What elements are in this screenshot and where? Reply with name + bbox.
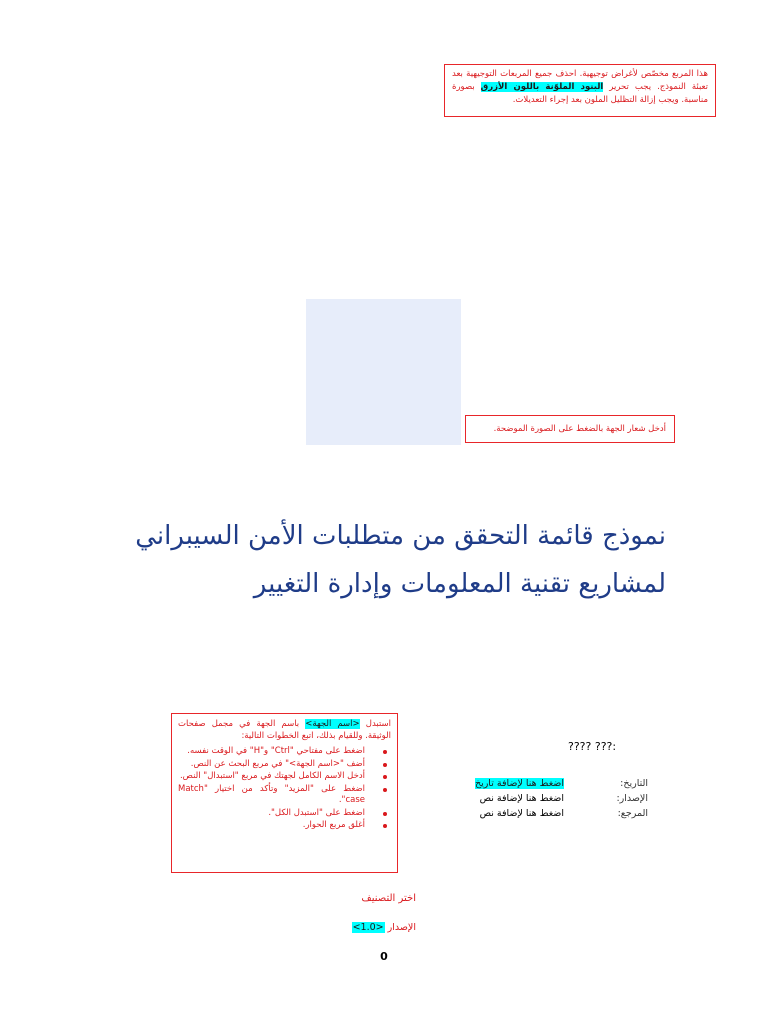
- guidance-highlight-text: البنود الملوّنة باللون الأزرق: [480, 82, 604, 92]
- metadata-row-reference: [418, 806, 654, 821]
- document-title: [40, 512, 666, 608]
- guidance-text-start: هذا المربع مخصّص لأغراض توجيهية. احذف جميع المربعات التوجيهية بعد تعبئة النموذج. يجب تحرير: [452, 69, 708, 92]
- logo-hint-text: أدخل شعار الجهة بالضغط على الصورة الموضحة.: [493, 424, 666, 434]
- version-value[interactable]: <1.0>: [352, 922, 384, 933]
- version-text-field[interactable]: اضغط هنا لإضافة نص: [479, 793, 564, 804]
- reference-text-field[interactable]: اضغط هنا لإضافة نص: [479, 808, 564, 819]
- date-label: التاريخ:: [620, 778, 648, 789]
- replace-steps-list: [178, 746, 391, 832]
- metadata-row-version: [418, 791, 654, 806]
- reference-label: المرجع:: [617, 808, 648, 819]
- replace-step: أضف "<اسم الجهة>" في مربع البحث عن النص.: [178, 759, 365, 771]
- document-title-line-2: لمشاريع تقنية المعلومات وإدارة التغيير: [253, 569, 666, 599]
- replace-step: أغلق مربع الحوار.: [178, 820, 365, 832]
- logo-hint-box: [465, 415, 675, 443]
- replace-instructions-box: [171, 713, 398, 873]
- version-label: الإصدار:: [616, 793, 648, 804]
- version-field-cell: [418, 791, 564, 806]
- logo-image-placeholder[interactable]: [306, 299, 461, 445]
- metadata-heading: ???? ???:: [568, 740, 617, 753]
- guidance-note-box: [444, 64, 716, 117]
- replace-step: أدخل الاسم الكامل لجهتك في مربع "استبدال" النص.: [179, 771, 365, 781]
- replace-intro-end: باسم الجهة في مجمل صفحات الوثيقة. وللقيام بذلك، اتبع الخطوات التالية:: [178, 719, 391, 741]
- version-line: [300, 922, 416, 933]
- replace-instructions-intro: [178, 719, 391, 742]
- date-field-cell: [418, 776, 564, 791]
- date-picker-field[interactable]: اضغط هنا لإضافة تاريخ: [474, 778, 564, 789]
- page-number: 0: [380, 950, 388, 963]
- replace-step: اضغط على "استبدل الكل".: [178, 808, 365, 820]
- classification-dropdown[interactable]: اختر التصنيف: [361, 893, 416, 904]
- reference-field-cell: [418, 806, 564, 821]
- metadata-row-date: [418, 776, 654, 791]
- document-title-line-1: نموذج قائمة التحقق من متطلبات الأمن السيبراني: [135, 521, 666, 551]
- version-line-label: الإصدار: [387, 922, 416, 933]
- entity-name-placeholder: <اسم الجهة>: [305, 719, 360, 729]
- guidance-text-end: بصورة مناسبة. ويجب إزالة التظليل الملون بعد إجراء التعديلات.: [452, 82, 708, 105]
- replace-step: اضغط على "المزيد" وتأكد من اختيار "Match case".: [178, 783, 365, 805]
- replace-step: اضغط على مفتاحي "Ctrl" و"H" في الوقت نفسه.: [178, 746, 365, 758]
- metadata-table: [418, 776, 654, 821]
- replace-intro-start: استبدل: [359, 719, 392, 729]
